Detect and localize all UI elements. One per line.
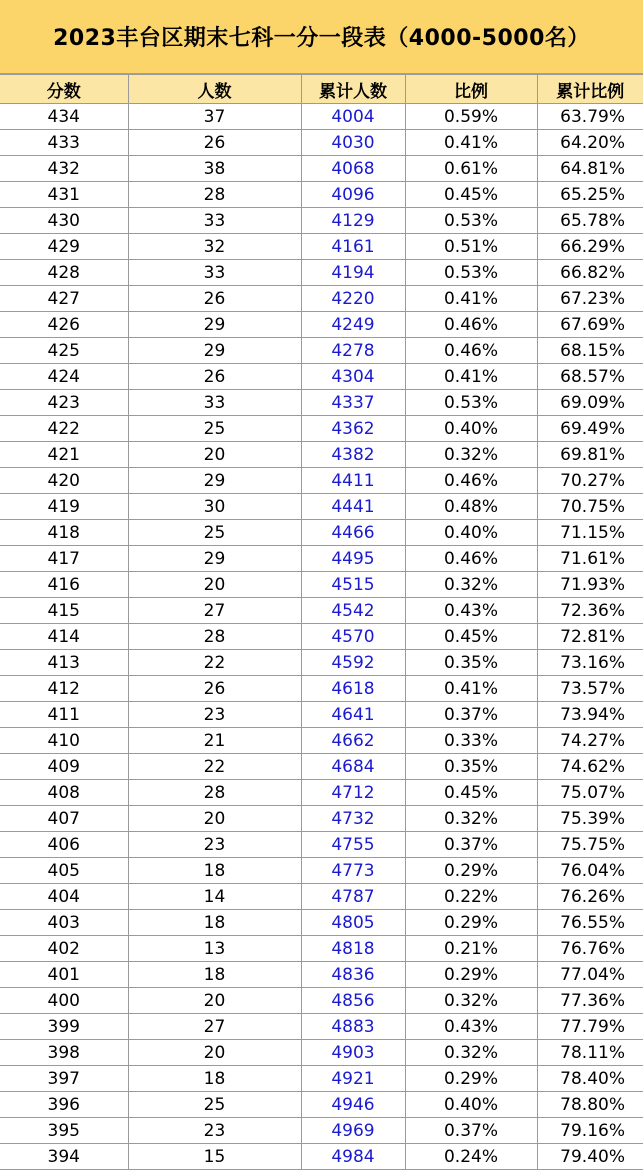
ratio-cell: 0.53% (405, 390, 537, 416)
count-cell: 20 (128, 806, 301, 832)
cumulative-ratio-cell: 72.36% (537, 598, 643, 624)
count-cell: 23 (128, 832, 301, 858)
cumulative-ratio-cell: 73.94% (537, 702, 643, 728)
score-cell: 422 (0, 416, 128, 442)
cumulative-count-cell: 4495 (301, 546, 405, 572)
cumulative-count-cell: 4805 (301, 910, 405, 936)
ratio-cell: 0.29% (405, 910, 537, 936)
table-row (0, 182, 643, 208)
count-cell: 18 (128, 910, 301, 936)
header-score: 分数 (0, 75, 128, 104)
cumulative-ratio-cell: 65.25% (537, 182, 643, 208)
table-row (0, 1118, 643, 1144)
count-cell: 14 (128, 884, 301, 910)
table-row (0, 728, 643, 754)
cumulative-ratio-cell: 70.27% (537, 468, 643, 494)
ratio-cell: 0.32% (405, 442, 537, 468)
count-cell: 28 (128, 182, 301, 208)
cumulative-count-cell: 4382 (301, 442, 405, 468)
cumulative-ratio-cell: 71.15% (537, 520, 643, 546)
score-cell: 414 (0, 624, 128, 650)
cumulative-count-cell: 4903 (301, 1040, 405, 1066)
cumulative-count-cell: 4096 (301, 182, 405, 208)
table-row (0, 806, 643, 832)
cumulative-count-cell: 4883 (301, 1014, 405, 1040)
cumulative-ratio-cell: 73.16% (537, 650, 643, 676)
score-cell: 402 (0, 936, 128, 962)
cumulative-count-cell: 4984 (301, 1144, 405, 1170)
ratio-cell: 0.41% (405, 286, 537, 312)
cumulative-ratio-cell: 69.09% (537, 390, 643, 416)
count-cell: 18 (128, 858, 301, 884)
cumulative-ratio-cell: 76.26% (537, 884, 643, 910)
count-cell: 21 (128, 728, 301, 754)
ratio-cell: 0.32% (405, 806, 537, 832)
cumulative-ratio-cell: 75.07% (537, 780, 643, 806)
score-cell: 420 (0, 468, 128, 494)
score-cell: 399 (0, 1014, 128, 1040)
cumulative-ratio-cell: 78.40% (537, 1066, 643, 1092)
count-cell: 13 (128, 936, 301, 962)
cumulative-ratio-cell: 76.04% (537, 858, 643, 884)
cumulative-count-cell: 4441 (301, 494, 405, 520)
cumulative-ratio-cell: 69.81% (537, 442, 643, 468)
score-cell: 412 (0, 676, 128, 702)
count-cell: 15 (128, 1144, 301, 1170)
cumulative-count-cell: 4592 (301, 650, 405, 676)
table-row (0, 208, 643, 234)
table-row (0, 858, 643, 884)
score-cell: 407 (0, 806, 128, 832)
table-row (0, 520, 643, 546)
score-cell: 396 (0, 1092, 128, 1118)
score-cell: 411 (0, 702, 128, 728)
score-cell: 425 (0, 338, 128, 364)
cumulative-ratio-cell: 74.62% (537, 754, 643, 780)
score-cell: 431 (0, 182, 128, 208)
table-row (0, 572, 643, 598)
ratio-cell: 0.29% (405, 962, 537, 988)
score-cell: 418 (0, 520, 128, 546)
score-cell: 408 (0, 780, 128, 806)
cumulative-count-cell: 4161 (301, 234, 405, 260)
count-cell: 18 (128, 1066, 301, 1092)
cumulative-count-cell: 4030 (301, 130, 405, 156)
score-cell: 400 (0, 988, 128, 1014)
count-cell: 25 (128, 520, 301, 546)
ratio-cell: 0.32% (405, 1040, 537, 1066)
table-row (0, 156, 643, 182)
cumulative-ratio-cell: 67.69% (537, 312, 643, 338)
cumulative-ratio-cell: 79.16% (537, 1118, 643, 1144)
table-row (0, 390, 643, 416)
ratio-cell: 0.32% (405, 572, 537, 598)
ratio-cell: 0.41% (405, 364, 537, 390)
table-row (0, 312, 643, 338)
cumulative-count-cell: 4641 (301, 702, 405, 728)
count-cell: 26 (128, 130, 301, 156)
ratio-cell: 0.22% (405, 884, 537, 910)
count-cell: 29 (128, 468, 301, 494)
table-row (0, 130, 643, 156)
ratio-cell: 0.48% (405, 494, 537, 520)
score-cell: 421 (0, 442, 128, 468)
ratio-cell: 0.24% (405, 1144, 537, 1170)
cumulative-ratio-cell: 77.36% (537, 988, 643, 1014)
ratio-cell: 0.35% (405, 754, 537, 780)
table-row (0, 416, 643, 442)
header-ratio: 比例 (405, 75, 537, 104)
ratio-cell: 0.37% (405, 1118, 537, 1144)
table-row (0, 468, 643, 494)
cumulative-count-cell: 4337 (301, 390, 405, 416)
table-row (0, 676, 643, 702)
table-row (0, 494, 643, 520)
ratio-cell: 0.32% (405, 988, 537, 1014)
cumulative-count-cell: 4787 (301, 884, 405, 910)
score-cell: 394 (0, 1144, 128, 1170)
count-cell: 33 (128, 260, 301, 286)
cumulative-ratio-cell: 79.40% (537, 1144, 643, 1170)
count-cell: 33 (128, 208, 301, 234)
count-cell: 38 (128, 156, 301, 182)
ratio-cell: 0.61% (405, 156, 537, 182)
table-row (0, 598, 643, 624)
count-cell: 27 (128, 598, 301, 624)
score-cell: 429 (0, 234, 128, 260)
ratio-cell: 0.43% (405, 598, 537, 624)
score-cell: 428 (0, 260, 128, 286)
cumulative-count-cell: 4466 (301, 520, 405, 546)
table-row (0, 1040, 643, 1066)
cumulative-count-cell: 4946 (301, 1092, 405, 1118)
count-cell: 26 (128, 286, 301, 312)
ratio-cell: 0.35% (405, 650, 537, 676)
table-row (0, 104, 643, 130)
ratio-cell: 0.41% (405, 130, 537, 156)
score-cell: 434 (0, 104, 128, 130)
score-cell: 404 (0, 884, 128, 910)
table-header (0, 75, 643, 104)
table-row (0, 260, 643, 286)
ratio-cell: 0.37% (405, 702, 537, 728)
cumulative-count-cell: 4542 (301, 598, 405, 624)
cumulative-ratio-cell: 63.79% (537, 104, 643, 130)
table-row (0, 546, 643, 572)
table-row (0, 1144, 643, 1170)
cumulative-count-cell: 4818 (301, 936, 405, 962)
count-cell: 23 (128, 1118, 301, 1144)
cumulative-count-cell: 4618 (301, 676, 405, 702)
ratio-cell: 0.45% (405, 624, 537, 650)
count-cell: 29 (128, 312, 301, 338)
table-row (0, 702, 643, 728)
score-cell: 433 (0, 130, 128, 156)
score-cell: 397 (0, 1066, 128, 1092)
table-row (0, 832, 643, 858)
table-row (0, 962, 643, 988)
ratio-cell: 0.46% (405, 312, 537, 338)
cumulative-ratio-cell: 65.78% (537, 208, 643, 234)
score-cell: 424 (0, 364, 128, 390)
cumulative-count-cell: 4278 (301, 338, 405, 364)
table-row (0, 442, 643, 468)
cumulative-ratio-cell: 64.81% (537, 156, 643, 182)
count-cell: 27 (128, 1014, 301, 1040)
cumulative-ratio-cell: 67.23% (537, 286, 643, 312)
header-row (0, 75, 643, 104)
cumulative-ratio-cell: 78.80% (537, 1092, 643, 1118)
cumulative-count-cell: 4755 (301, 832, 405, 858)
cumulative-ratio-cell: 78.11% (537, 1040, 643, 1066)
score-cell: 415 (0, 598, 128, 624)
ratio-cell: 0.37% (405, 832, 537, 858)
count-cell: 23 (128, 702, 301, 728)
page-title: 2023丰台区期末七科一分一段表（4000-5000名） (53, 26, 590, 51)
table-row (0, 1014, 643, 1040)
score-cell: 398 (0, 1040, 128, 1066)
score-cell: 401 (0, 962, 128, 988)
table-row (0, 624, 643, 650)
cumulative-count-cell: 4129 (301, 208, 405, 234)
cumulative-count-cell: 4068 (301, 156, 405, 182)
score-cell: 430 (0, 208, 128, 234)
count-cell: 28 (128, 624, 301, 650)
table-body (0, 104, 643, 1170)
ratio-cell: 0.21% (405, 936, 537, 962)
cumulative-ratio-cell: 64.20% (537, 130, 643, 156)
cumulative-count-cell: 4712 (301, 780, 405, 806)
ratio-cell: 0.41% (405, 676, 537, 702)
score-cell: 423 (0, 390, 128, 416)
count-cell: 30 (128, 494, 301, 520)
cumulative-ratio-cell: 74.27% (537, 728, 643, 754)
count-cell: 22 (128, 650, 301, 676)
table-row (0, 988, 643, 1014)
ratio-cell: 0.40% (405, 416, 537, 442)
ratio-cell: 0.46% (405, 546, 537, 572)
table-row (0, 754, 643, 780)
score-cell: 426 (0, 312, 128, 338)
ratio-cell: 0.33% (405, 728, 537, 754)
score-cell: 413 (0, 650, 128, 676)
cumulative-ratio-cell: 76.55% (537, 910, 643, 936)
cumulative-ratio-cell: 71.93% (537, 572, 643, 598)
cumulative-count-cell: 4969 (301, 1118, 405, 1144)
score-cell: 410 (0, 728, 128, 754)
count-cell: 20 (128, 1040, 301, 1066)
ratio-cell: 0.45% (405, 182, 537, 208)
ratio-cell: 0.43% (405, 1014, 537, 1040)
ratio-cell: 0.40% (405, 1092, 537, 1118)
count-cell: 25 (128, 416, 301, 442)
cumulative-ratio-cell: 70.75% (537, 494, 643, 520)
ratio-cell: 0.51% (405, 234, 537, 260)
score-cell: 417 (0, 546, 128, 572)
score-cell: 405 (0, 858, 128, 884)
header-cumulative-ratio: 累计比例 (537, 75, 643, 104)
cumulative-count-cell: 4921 (301, 1066, 405, 1092)
table-row (0, 364, 643, 390)
cumulative-ratio-cell: 76.76% (537, 936, 643, 962)
cumulative-ratio-cell: 68.15% (537, 338, 643, 364)
cumulative-count-cell: 4662 (301, 728, 405, 754)
cumulative-ratio-cell: 77.04% (537, 962, 643, 988)
cumulative-count-cell: 4362 (301, 416, 405, 442)
count-cell: 37 (128, 104, 301, 130)
score-distribution-table (0, 74, 643, 1170)
table-row (0, 1066, 643, 1092)
ratio-cell: 0.40% (405, 520, 537, 546)
ratio-cell: 0.53% (405, 208, 537, 234)
count-cell: 20 (128, 572, 301, 598)
count-cell: 20 (128, 442, 301, 468)
cumulative-ratio-cell: 73.57% (537, 676, 643, 702)
table-row (0, 936, 643, 962)
cumulative-count-cell: 4570 (301, 624, 405, 650)
cumulative-count-cell: 4304 (301, 364, 405, 390)
table-row (0, 338, 643, 364)
ratio-cell: 0.29% (405, 858, 537, 884)
header-count: 人数 (128, 75, 301, 104)
cumulative-count-cell: 4773 (301, 858, 405, 884)
cumulative-count-cell: 4684 (301, 754, 405, 780)
cumulative-ratio-cell: 72.81% (537, 624, 643, 650)
cumulative-count-cell: 4220 (301, 286, 405, 312)
title-bar (0, 0, 643, 74)
cumulative-ratio-cell: 71.61% (537, 546, 643, 572)
table-row (0, 884, 643, 910)
score-cell: 432 (0, 156, 128, 182)
cumulative-count-cell: 4411 (301, 468, 405, 494)
cumulative-count-cell: 4732 (301, 806, 405, 832)
cumulative-count-cell: 4194 (301, 260, 405, 286)
count-cell: 25 (128, 1092, 301, 1118)
score-cell: 406 (0, 832, 128, 858)
score-cell: 427 (0, 286, 128, 312)
table-row (0, 910, 643, 936)
score-cell: 395 (0, 1118, 128, 1144)
score-cell: 419 (0, 494, 128, 520)
cumulative-ratio-cell: 75.39% (537, 806, 643, 832)
count-cell: 33 (128, 390, 301, 416)
cumulative-ratio-cell: 68.57% (537, 364, 643, 390)
count-cell: 26 (128, 364, 301, 390)
count-cell: 32 (128, 234, 301, 260)
cumulative-count-cell: 4249 (301, 312, 405, 338)
ratio-cell: 0.46% (405, 338, 537, 364)
score-cell: 409 (0, 754, 128, 780)
table-row (0, 650, 643, 676)
count-cell: 20 (128, 988, 301, 1014)
table-row (0, 1092, 643, 1118)
cumulative-ratio-cell: 75.75% (537, 832, 643, 858)
ratio-cell: 0.59% (405, 104, 537, 130)
cumulative-count-cell: 4515 (301, 572, 405, 598)
cumulative-count-cell: 4856 (301, 988, 405, 1014)
score-cell: 416 (0, 572, 128, 598)
count-cell: 29 (128, 338, 301, 364)
count-cell: 22 (128, 754, 301, 780)
count-cell: 29 (128, 546, 301, 572)
table-row (0, 286, 643, 312)
cumulative-ratio-cell: 69.49% (537, 416, 643, 442)
header-cumulative-count: 累计人数 (301, 75, 405, 104)
table-row (0, 780, 643, 806)
count-cell: 28 (128, 780, 301, 806)
cumulative-count-cell: 4836 (301, 962, 405, 988)
ratio-cell: 0.53% (405, 260, 537, 286)
ratio-cell: 0.46% (405, 468, 537, 494)
table-row (0, 234, 643, 260)
cumulative-count-cell: 4004 (301, 104, 405, 130)
count-cell: 26 (128, 676, 301, 702)
ratio-cell: 0.29% (405, 1066, 537, 1092)
count-cell: 18 (128, 962, 301, 988)
cumulative-ratio-cell: 66.29% (537, 234, 643, 260)
cumulative-ratio-cell: 77.79% (537, 1014, 643, 1040)
ratio-cell: 0.45% (405, 780, 537, 806)
cumulative-ratio-cell: 66.82% (537, 260, 643, 286)
score-cell: 403 (0, 910, 128, 936)
